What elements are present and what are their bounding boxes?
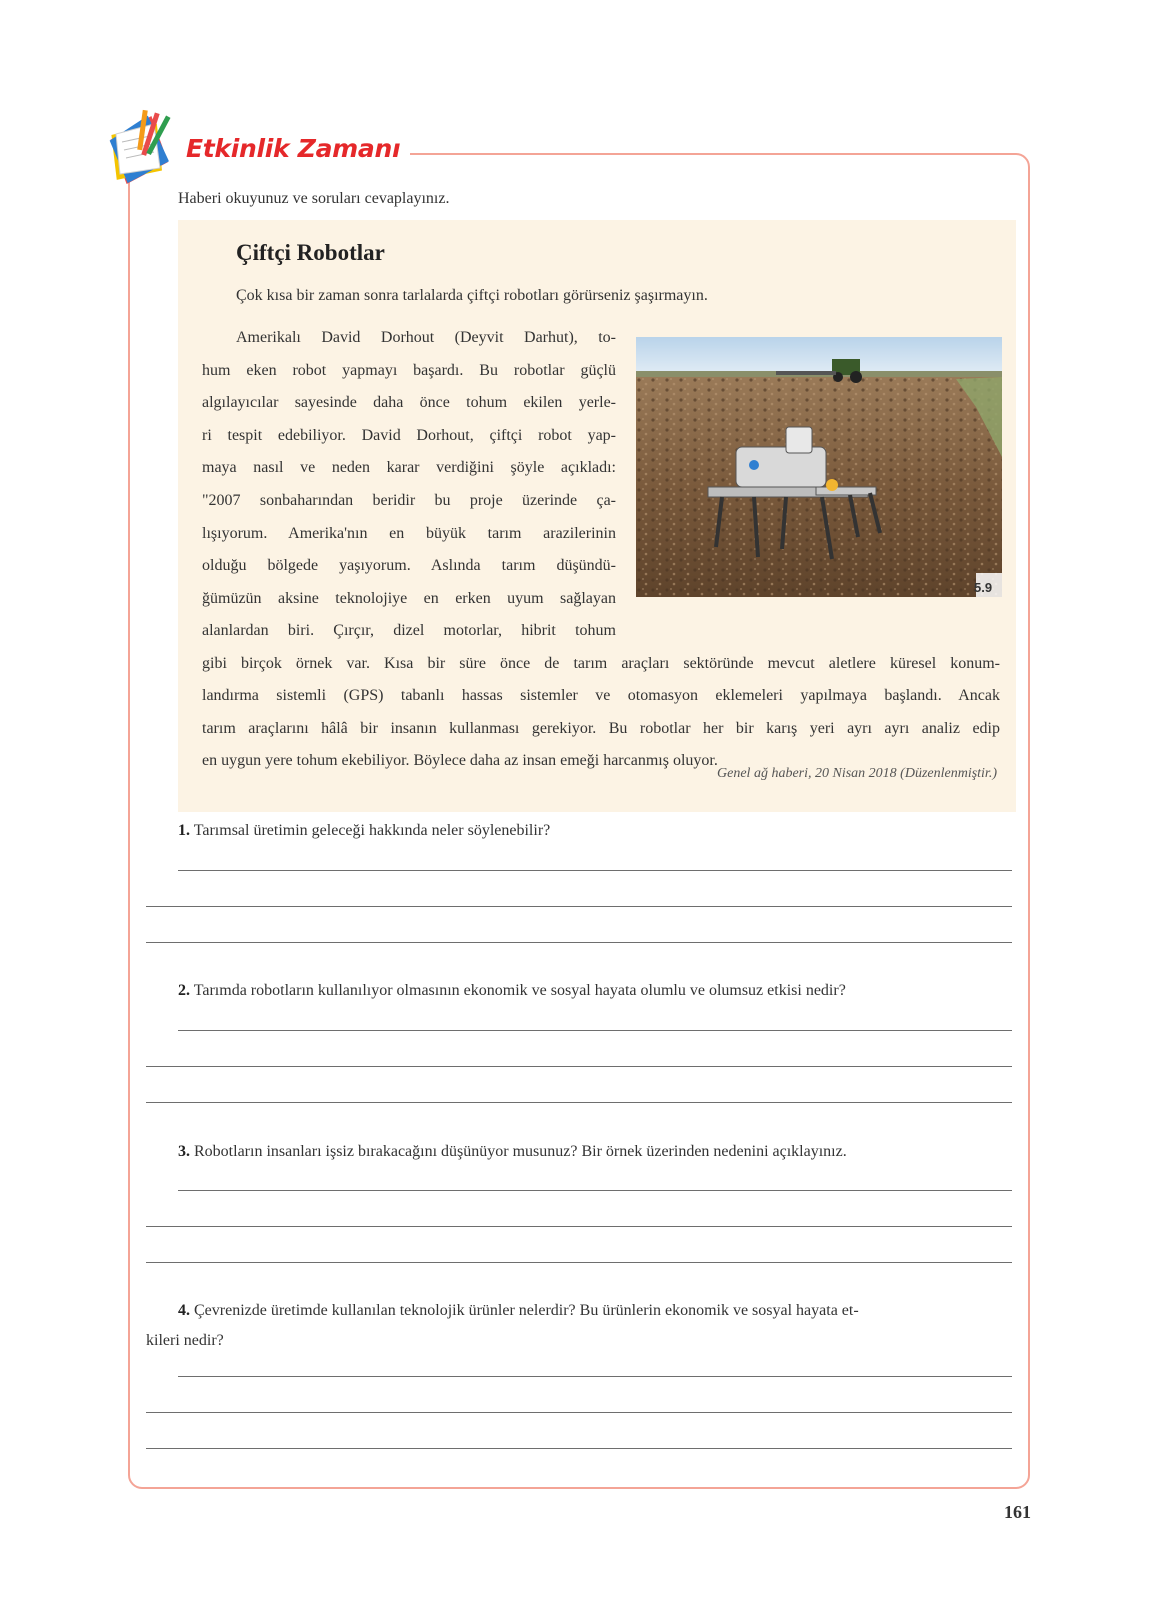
answer-line[interactable] [146,906,1012,907]
answer-line[interactable] [178,1376,1012,1377]
answer-line[interactable] [146,1448,1012,1449]
question-1 [178,822,550,840]
article-lead: Çok kısa bir zaman sonra tarlalarda çiftçi robotları görürseniz şaşırmayın. [236,287,708,304]
column-line: hum eken robot yapmayı başardı. Bu robotlar güçlü [202,361,616,379]
question-text: Çevrenizde üretimde kullanılan teknolojik ürünler nelerdir? Bu ürünlerin ekonomik ve sosyal hayata et- [194,1302,859,1319]
column-line: Amerikalı David Dorhout (Deyvit Darhut), to- [236,329,616,346]
article-full-text [202,648,1000,777]
column-line: maya nasıl ve neden karar verdiğini şöyle açıkladı: [202,459,616,477]
question-3 [178,1143,847,1161]
question-number: 3. [178,1143,190,1160]
answer-line[interactable] [146,1102,1012,1103]
instruction-text: Haberi okuyunuz ve soruları cevaplayınız. [178,190,450,207]
column-line: ri tespit edebiliyor. David Dorhout, çiftçi robot yap- [202,426,616,444]
full-line: gibi birçok örnek var. Kısa bir süre önce de tarım araçları sektöründe mevcut aletlere küresel konum- [202,655,1000,672]
robot-field-photo [636,337,1002,597]
answer-line[interactable] [146,1226,1012,1227]
question-text: Tarımda robotların kullanılıyor olmasının ekonomik ve sosyal hayata olumlu ve olumsuz etkisi nedir? [193,982,846,999]
answer-line[interactable] [178,870,1012,871]
figure-label: 5.9 [974,580,993,595]
column-line: alanlardan biri. Çırçır, dizel motorlar, hibrit tohum [202,622,616,640]
answer-line[interactable] [146,1412,1012,1413]
question-2 [178,982,846,1000]
question-text: Tarımsal üretimin geleceği hakkında neler söylenebilir? [193,822,551,839]
question-4-continuation: kileri nedir? [146,1332,224,1349]
column-line: olduğu bölgede yaşıyorum. Aslında tarım düşündü- [202,557,616,575]
answer-line[interactable] [146,1066,1012,1067]
article-source: Genel ağ haberi, 20 Nisan 2018 (Düzenlenmiştir.) [717,766,997,781]
answer-line[interactable] [146,1262,1012,1263]
question-number: 1. [178,822,190,839]
question-text: Robotların insanları işsiz bırakacağını düşünüyor musunuz? Bir örnek üzerinden nedenini açıklayınız. [194,1143,847,1160]
activity-title: Etkinlik Zamanı [186,134,401,163]
question-number: 2. [178,982,190,999]
column-line: algılayıcılar sayesinde daha önce tohum ekilen yerle- [202,394,616,412]
question-number: 4. [178,1302,190,1319]
papers-pencils-icon [104,108,184,188]
column-line: "2007 sonbaharından beridir bu proje üzerinde ça- [202,491,616,509]
question-4 [178,1302,859,1320]
full-line: tarım araçlarını hâlâ bir insanın kullanması gerekiyor. Bu robotlar her bir karış yeri ayrı ayrı analiz edip [202,719,1000,737]
page-number: 161 [1004,1502,1031,1522]
full-line: en uygun yere tohum ekebiliyor. Böylece daha az insan emeği harcanmış oluyor. [202,751,718,769]
answer-line[interactable] [178,1190,1012,1191]
article-title: Çiftçi Robotlar [236,240,385,265]
answer-line[interactable] [146,942,1012,943]
column-line: ğümüzün aksine teknolojiye en erken uyum sağlayan [202,589,616,607]
article-column-text [202,322,616,648]
answer-line[interactable] [178,1030,1012,1031]
column-line: lışıyorum. Amerika'nın en büyük tarım arazilerinin [202,524,616,542]
full-line: landırma sistemli (GPS) tabanlı hassas sistemler ve otomasyon eklemeleri yapılmaya başlandı. Ancak [202,687,1000,705]
